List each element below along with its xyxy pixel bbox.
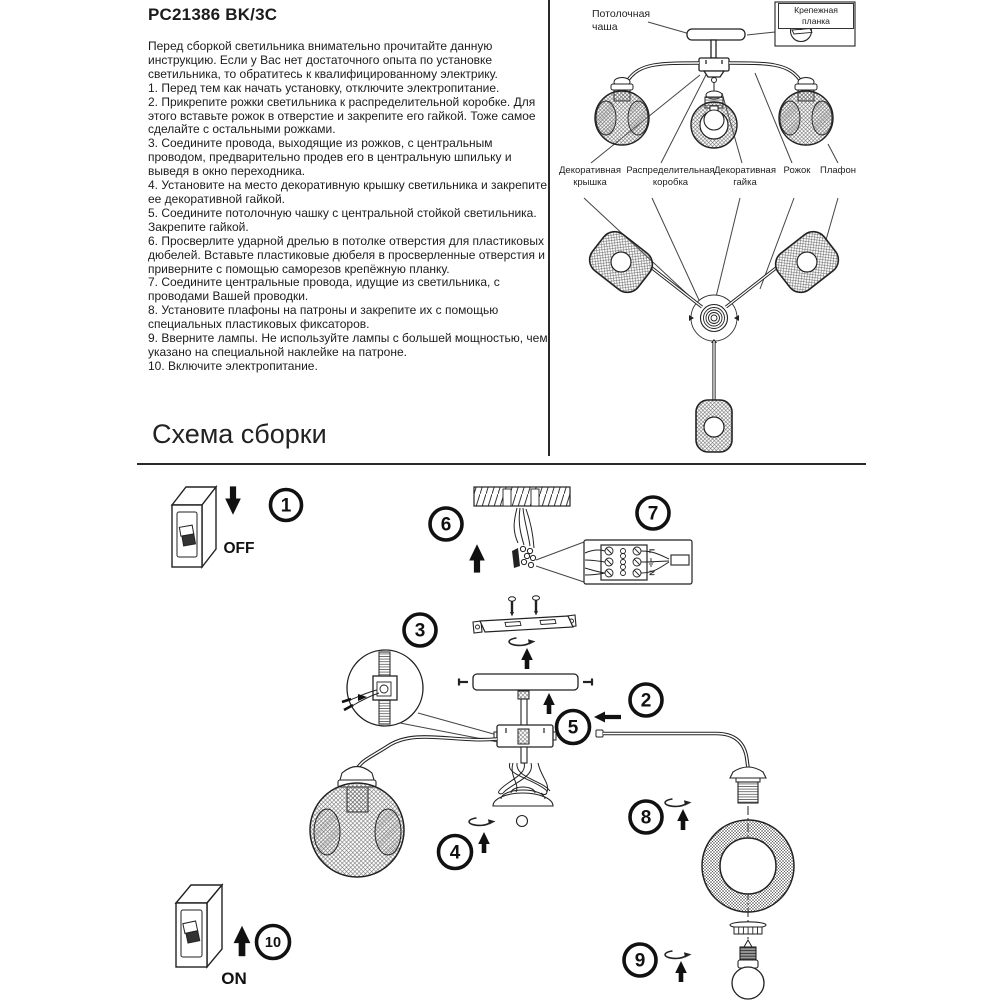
instruction-step: 10. Включите электропитание. [148,358,318,373]
up-arrow-icon [478,832,490,853]
up-arrow-icon [677,809,689,830]
top-view-drawing [584,226,844,452]
up-arrow-icon [469,544,485,572]
off-label: OFF [223,540,255,557]
terminal-screws [605,547,641,577]
horizontal-divider [137,463,866,465]
wire-connectors [520,546,535,567]
label-arm: Рожок [783,165,811,176]
model-number: PC21386 BK/3C [148,5,278,24]
fixator-ring-icon [665,799,691,806]
svg-text:7: 7 [647,503,659,525]
instruction-step: 3. Соедините провода, выходящие из рожков, с центральным проводом, предварительно продев его в центральную шпильку и выведя в окно переходника. [148,136,512,179]
label-decorative-cover: Декоративная крышка [558,165,621,188]
step-9-badge [624,944,656,976]
on-label: ON [221,969,247,988]
screw [509,597,516,617]
overview-diagram [553,0,1000,462]
switch-on [176,885,250,988]
terminal-l-label: L [647,548,657,554]
svg-text:10: 10 [264,935,282,951]
svg-text:4: 4 [449,842,461,864]
vertical-divider [548,0,550,456]
left-shade-drawing [595,78,649,146]
label-ceiling-cup: Потолочная чаша [592,8,651,33]
assembly-scheme [0,470,1000,1000]
instruction-step: 2. Прикрепите рожки светильника к распределительной коробке. Для этого вставьте рожок в отверстие и закрепите его гайкой. Тоже самое сделайте с остальными рожками. [148,94,536,137]
decorative-nut-ring-icon [469,818,495,825]
decorative-cover-drawing [493,787,553,827]
ceiling-drawing [469,487,570,573]
step-4-badge [439,836,472,869]
svg-text:8: 8 [640,807,652,829]
step-10-badge [257,926,290,959]
right-shade-drawing [779,78,833,146]
screw [533,596,540,616]
svg-text:3: 3 [414,620,426,642]
label-shade: Плафон [819,165,856,176]
donut-shade-drawing [702,820,794,912]
instruction-step: 6. Просверлите ударной дрелью в потолке отверстия для пластиковых дюбелей. Вставьте пластиковые дюбеля в просверленные отверстия и приверните с помощью саморезов крепёжную планку. [148,233,545,276]
distribution-box-drawing [699,58,729,77]
svg-text:2: 2 [640,690,652,712]
terminal-n-label: N [647,570,657,576]
label-mounting-bracket: Крепежная планка [778,3,854,29]
instruction-step: 9. Вверните лампы. Не используйте лампы с большей мощностью, чем указано на специальной наклейке на патроне. [148,331,548,359]
switch-off [172,486,255,567]
instructions-intro: Перед сборкой светильника внимательно прочитайте данную инструкцию. Если у Вас нет достаточного опыта по установке светильника, то обратитесь к квалифицированному электрику. [148,39,498,81]
step-3-badge [404,614,436,646]
label-distribution-box: Распределительная коробка [626,165,715,188]
svg-text:5: 5 [567,717,579,739]
step-2-badge [630,684,662,716]
step-5-badge [557,711,590,744]
label-decorative-nut: Декоративная гайка [713,165,776,188]
step-8-badge [630,801,662,833]
ring-nut-icon [509,638,535,645]
wire-clip [512,548,520,568]
instruction-step: 5. Соедините потолочную чашку с центральной стойкой светильника. Закрепите гайкой. [148,205,537,234]
mounting-bracket-drawing [473,596,576,669]
up-arrow-icon [234,926,251,956]
bulb-drawing [732,940,764,999]
instruction-step: 8. Установите плафоны на патроны и закрепите их с помощью специальных пластиковых фиксаторов. [148,303,499,332]
hub-box-drawing [494,725,556,794]
rotate-ring-icon [665,951,691,958]
section-title: Схема сборки [152,419,327,449]
up-arrow-icon [543,693,555,714]
step-1-badge [271,490,302,521]
decorative-nut-ball [517,816,528,827]
step-7-badge [637,497,669,529]
instruction-step: 1. Перед тем как начать установку, отключите электропитание. [148,80,500,95]
ceiling-cup-drawing [687,29,745,58]
svg-text:1: 1 [280,495,292,517]
svg-text:6: 6 [440,514,452,536]
up-arrow-icon [675,961,687,982]
ceiling-wires [514,508,534,548]
svg-text:9: 9 [634,950,646,972]
down-arrow-icon [225,486,241,514]
instruction-step: 4. Установите на место декоративную крышку светильника и закрепите ее декоративной гайкой. [148,178,547,206]
fixator-disc-drawing [730,922,766,934]
instructions [148,40,553,374]
up-arrow-icon [521,648,533,669]
center-shade-drawing [691,78,737,149]
instruction-step: 7. Соедините центральные провода, идущие из светильника, с проводами Вашей проводки. [148,275,500,304]
terminal-box [536,540,692,584]
step-6-badge [430,508,462,540]
